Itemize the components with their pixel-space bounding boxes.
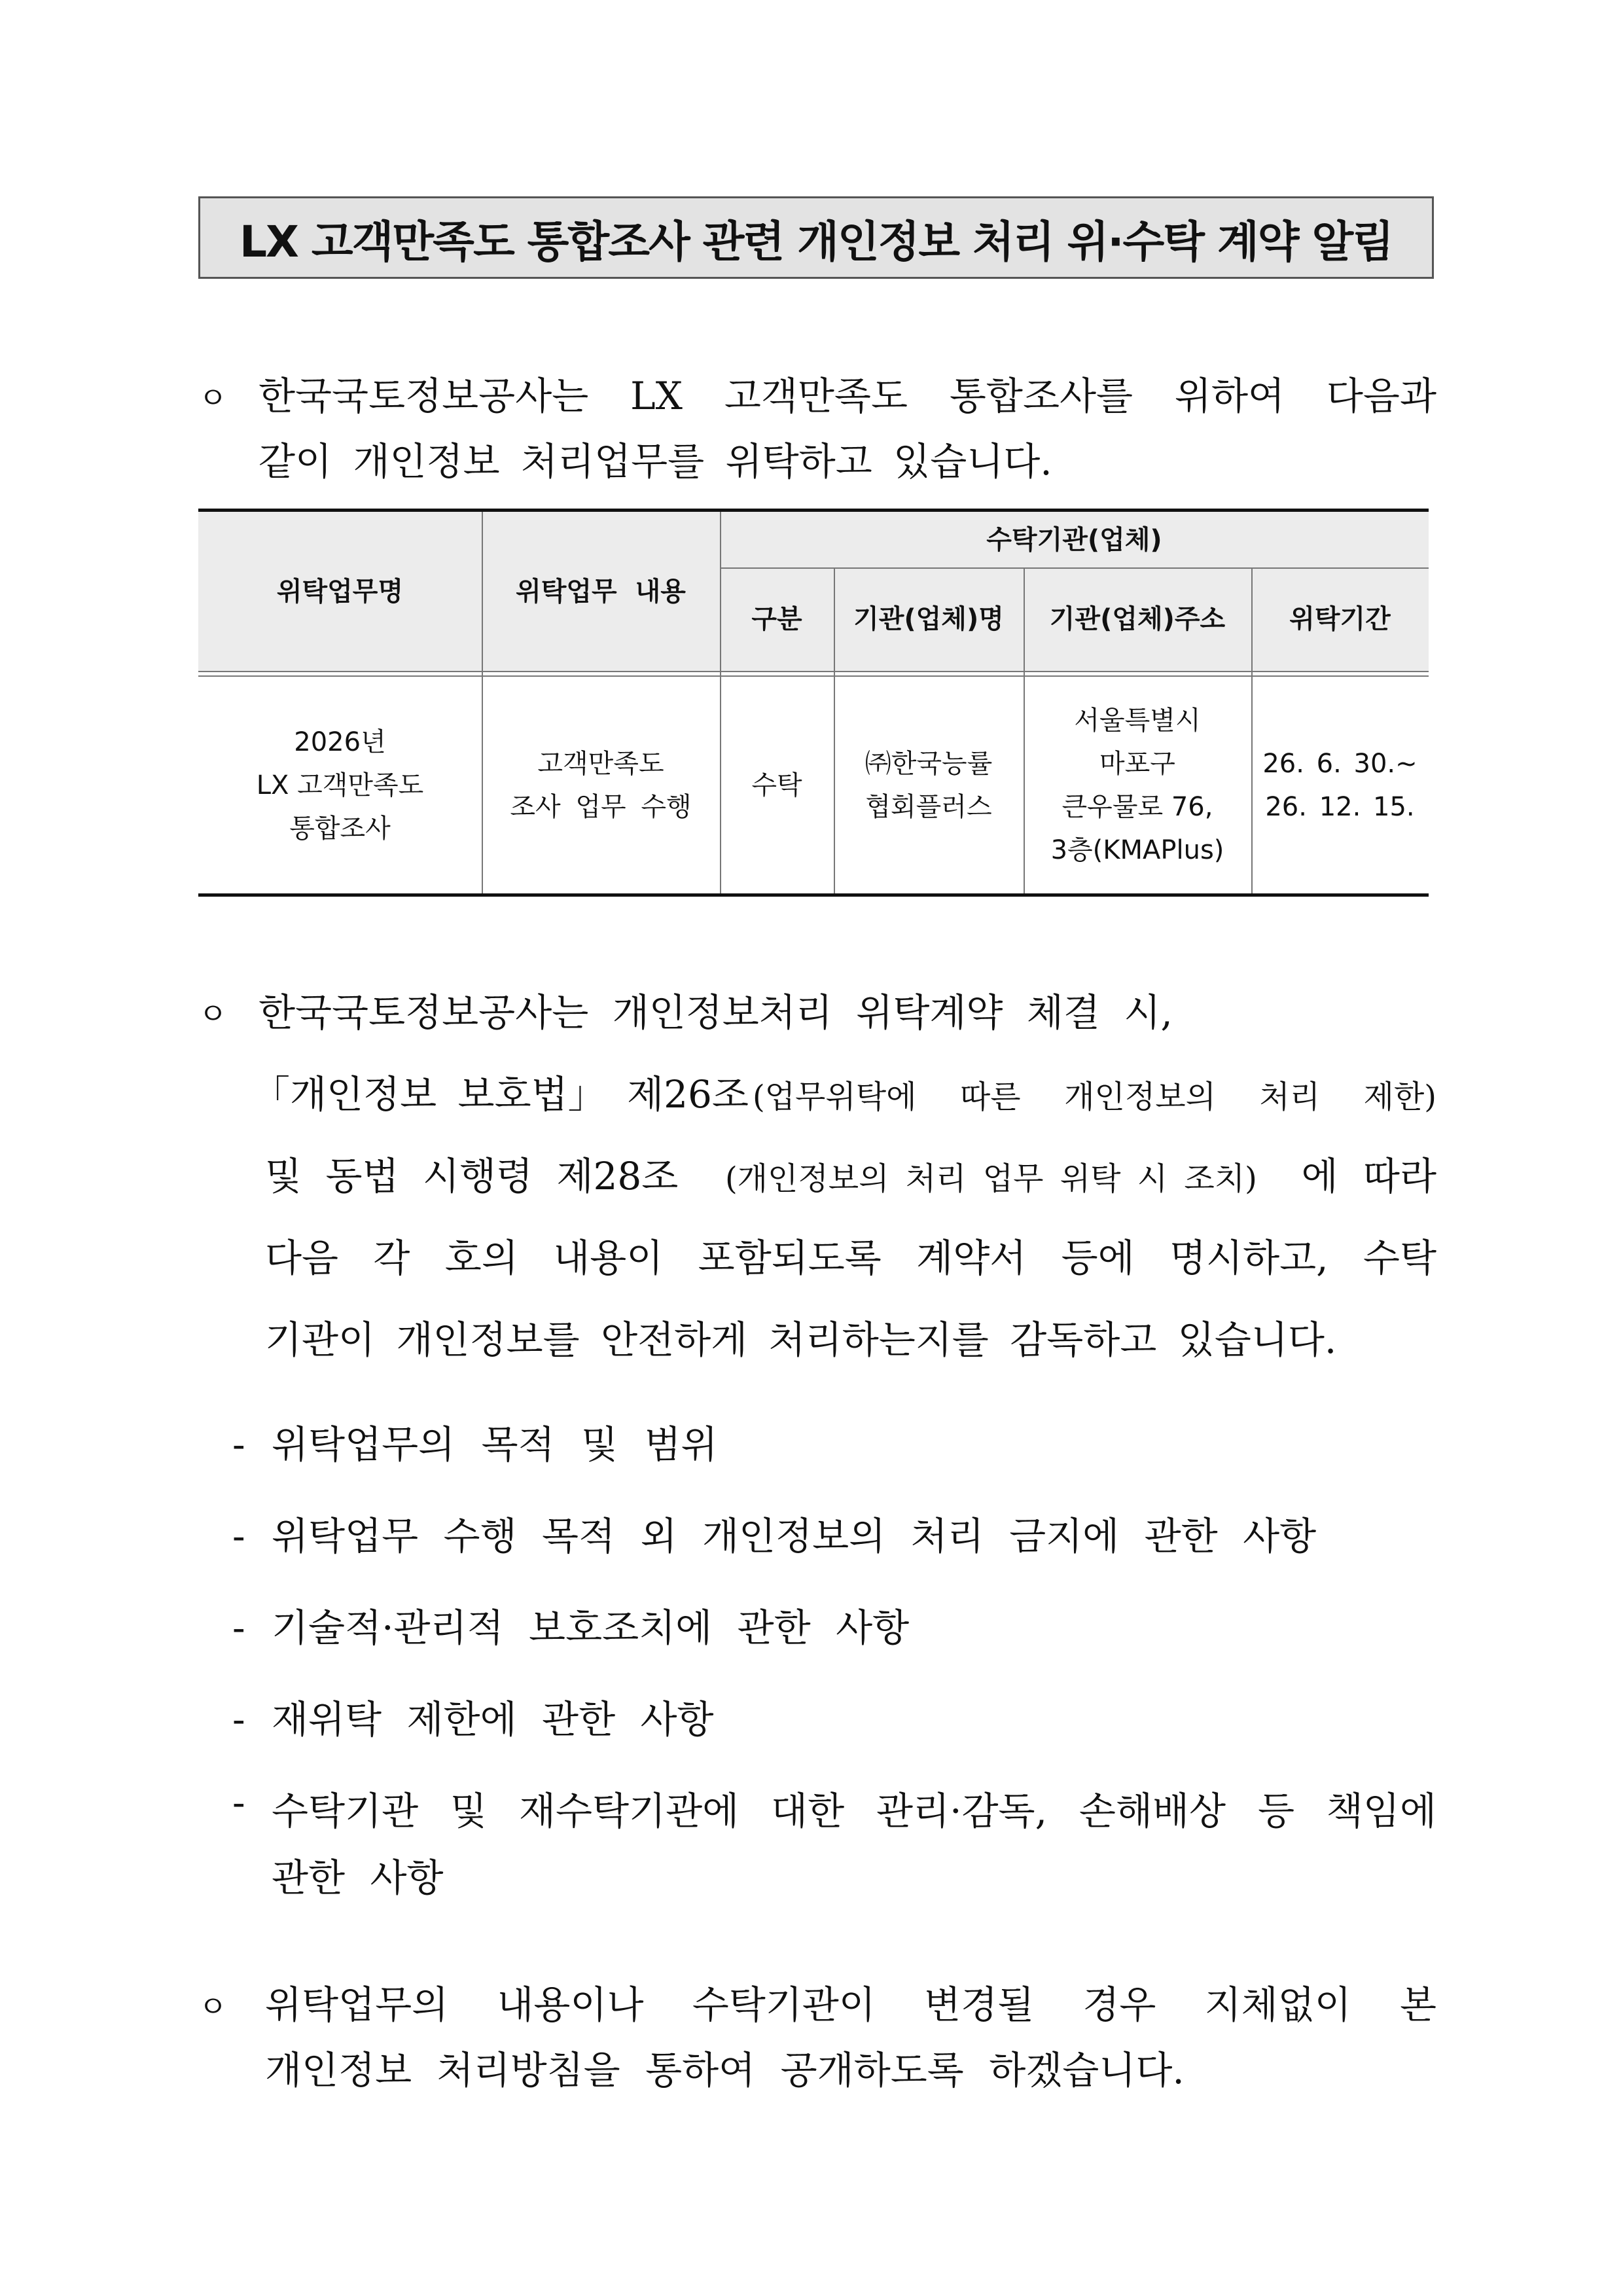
list-dash: - [232, 1605, 245, 1650]
header-task-name: 위탁업무명 [276, 576, 404, 607]
cell-org-name [834, 677, 1024, 893]
closing-line-1 [265, 1974, 1436, 2029]
cell-org-name-line-1: ㈜한국능률 [865, 748, 993, 779]
cell-org-address-line-4: 3층(KMAPlus) [1050, 834, 1224, 865]
table-bottom-border [198, 893, 1429, 897]
bullet-symbol-2: ㅇ [198, 996, 228, 1031]
header-task-content: 위탁업무 내용 [516, 576, 686, 607]
cell-org-address [1024, 677, 1251, 893]
cell-task-name-line-3: 통합조사 [289, 813, 391, 844]
intro-line-2 [259, 431, 1436, 486]
section2-text-1: 한국국토정보공사는 개인정보처리 위탁계약 체결 시, [259, 990, 1173, 1035]
list-item-continuation [272, 1847, 444, 1902]
bullet-symbol: ㅇ [198, 380, 228, 416]
cell-period [1251, 677, 1429, 893]
bullet-symbol-3: ㅇ [198, 1989, 228, 2024]
section2-text-2-small: (업무위탁에 따른 개인정보의 처리 제한) [752, 1079, 1436, 1115]
list-dash: - [232, 1697, 245, 1742]
header-period: 위탁기간 [1289, 604, 1391, 634]
section2-text-3-main: 및 동법 시행령 제28조 [265, 1154, 679, 1198]
list-item-text-2: 위탁업무 수행 목적 외 개인정보의 처리 금지에 관한 사항 [272, 1514, 1317, 1558]
section2-line-4 [265, 1227, 1436, 1282]
list-item-text-4: 재위탁 제한에 관한 사항 [272, 1697, 714, 1742]
closing-text-1: 위탁업무의 내용이나 수탁기관이 변경될 경우 지체없이 본 [265, 1982, 1436, 2027]
cell-task-name [198, 677, 482, 893]
cell-org-name-line-2: 협회플러스 [865, 791, 992, 822]
section2-text-3-small: (개인정보의 처리 업무 위탁 시 조치) [724, 1160, 1257, 1197]
cell-task-content-line-2: 조사 업무 수행 [510, 791, 692, 822]
cell-category: 수탁 [751, 770, 802, 800]
cell-task-content-line-1: 고객만족도 [537, 748, 664, 779]
cell-org-address-line-3: 큰우물로 76, [1061, 791, 1213, 822]
closing-text-2: 개인정보 처리방침을 통하여 공개하도록 하겠습니다. [265, 2048, 1185, 2092]
section2-line-5 [265, 1309, 1443, 1364]
list-dash: - [232, 1422, 245, 1467]
section2-line-1 [259, 982, 1436, 1037]
list-item [232, 1505, 1316, 1560]
intro-line-1 [259, 365, 1436, 420]
header-trustee: 수탁기관(업체) [986, 524, 1162, 555]
outsourcing-table [198, 509, 1429, 897]
list-item [232, 1597, 909, 1652]
page-title: LX 고객만족도 통합조사 관련 개인정보 처리 위·수탁 계약 알림 [198, 196, 1434, 279]
cell-period-line-1: 26. 6. 30.~ [1262, 748, 1418, 779]
list-item-text-6: 관한 사항 [272, 1856, 444, 1900]
list-dash: - [232, 1780, 245, 1825]
cell-task-name-line-2: LX 고객만족도 [256, 770, 424, 800]
list-item [232, 1689, 714, 1744]
cell-org-address-line-1: 서울특별시 [1074, 705, 1201, 736]
cell-org-address-line-2: 마포구 [1099, 748, 1175, 779]
list-item [232, 1780, 1436, 1835]
list-item-text-1: 위탁업무의 목적 및 범위 [272, 1422, 718, 1467]
list-item-text-3: 기술적·관리적 보호조치에 관한 사항 [272, 1605, 910, 1650]
intro-text-2: 같이 개인정보 처리업무를 위탁하고 있습니다. [259, 439, 1052, 484]
intro-text-1: 한국국토정보공사는 LX 고객만족도 통합조사를 위하여 다음과 [259, 374, 1436, 418]
list-item [232, 1414, 718, 1469]
section2-text-2-main: 「개인정보 보호법」 제26조 [252, 1072, 749, 1117]
table-header-divider-1 [198, 671, 1429, 672]
cell-task-name-line-1: 2026년 [294, 726, 386, 757]
section2-text-4: 다음 각 호의 내용이 포함되도록 계약서 등에 명시하고, 수탁 [265, 1236, 1436, 1280]
cell-task-content [482, 677, 720, 893]
header-category: 구분 [751, 604, 802, 634]
section2-text-5: 기관이 개인정보를 안전하게 처리하는지를 감독하고 있습니다. [265, 1318, 1337, 1362]
list-dash: - [232, 1514, 245, 1558]
header-org-name: 기관(업체)명 [853, 604, 1004, 634]
section2-line-2 [252, 1064, 1436, 1119]
closing-line-2 [265, 2039, 1443, 2094]
section2-line-3 [265, 1145, 1436, 1200]
section2-text-3-end: 에 따라 [1301, 1154, 1436, 1198]
list-item-text-5: 수탁기관 및 재수탁기관에 대한 관리·감독, 손해배상 등 책임에 [272, 1789, 1436, 1833]
cell-period-line-2: 26. 12. 15. [1265, 791, 1415, 822]
header-org-address: 기관(업체)주소 [1049, 604, 1226, 634]
